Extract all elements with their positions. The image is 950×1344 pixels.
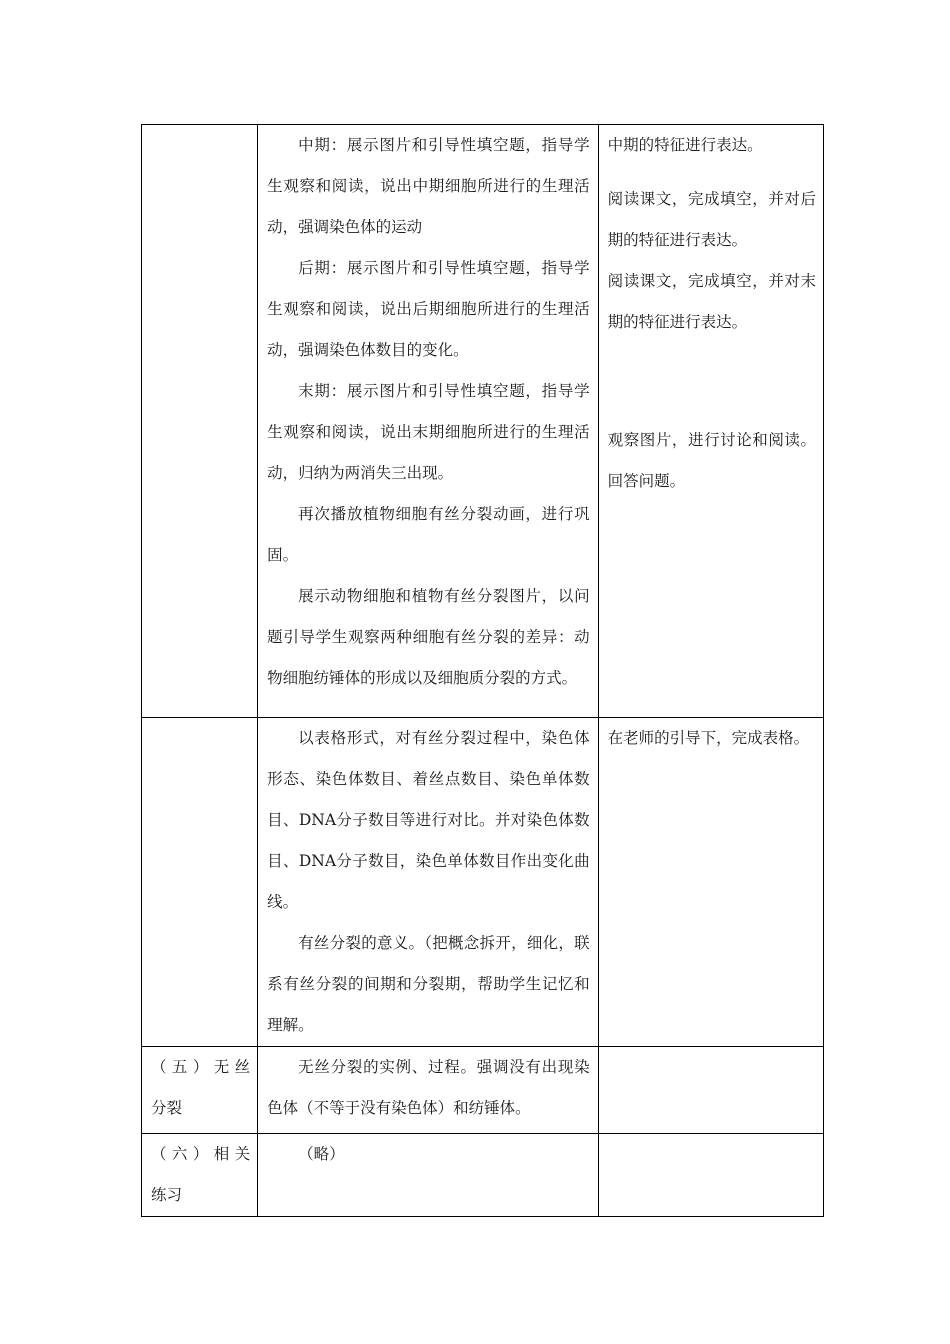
stage-cell bbox=[142, 125, 258, 718]
table-row bbox=[142, 1134, 824, 1217]
table-row bbox=[142, 125, 824, 718]
teacher-activity-cell bbox=[258, 1134, 598, 1217]
student-paragraph: 在老师的引导下，完成表格。 bbox=[607, 729, 810, 747]
table-row bbox=[142, 718, 824, 1047]
student-paragraph: 阅读课文，完成填空，并对后期的特征进行表达。 bbox=[607, 190, 816, 249]
teacher-paragraph: （略） bbox=[298, 1145, 345, 1163]
teacher-activity-cell bbox=[258, 1047, 598, 1134]
teacher-paragraph: 有丝分裂的意义。（把概念拆开，细化，联系有丝分裂的间期和分裂期，帮助学生记忆和理解。 bbox=[267, 934, 590, 1034]
teacher-paragraph: 无丝分裂的实例、过程。强调没有出现染色体（不等于没有染色体）和纺锤体。 bbox=[267, 1058, 590, 1117]
teacher-activity-cell bbox=[258, 718, 598, 1047]
stage-label: （ 六 ） 相 关 bbox=[151, 1145, 251, 1163]
teacher-paragraph: 后期：展示图片和引导性填空题，指导学生观察和阅读，说出后期细胞所进行的生理活动，强调染色体数目的变化。 bbox=[267, 259, 590, 359]
lesson-plan-table bbox=[141, 124, 824, 1217]
stage-cell bbox=[142, 718, 258, 1047]
student-paragraph: 阅读课文，完成填空，并对末期的特征进行表达。 bbox=[607, 272, 816, 331]
student-activity-cell bbox=[598, 718, 823, 1047]
student-activity-cell bbox=[598, 125, 823, 718]
stage-label: （ 五 ） 无 丝 bbox=[151, 1058, 251, 1076]
stage-label-continued: 分裂 bbox=[151, 1099, 183, 1117]
student-activity-cell bbox=[598, 1047, 823, 1134]
student-activity-cell bbox=[598, 1134, 823, 1217]
teacher-paragraph: 以表格形式，对有丝分裂过程中，染色体形态、染色体数目、着丝点数目、染色单体数目、DNA分子数目等进行对比。并对染色体数目、DNA分子数目，染色单体数目作出变化曲线。 bbox=[267, 729, 590, 911]
teacher-activity-cell bbox=[258, 125, 598, 718]
table-row bbox=[142, 1047, 824, 1134]
student-paragraph: 观察图片，进行讨论和阅读。回答问题。 bbox=[607, 431, 816, 490]
teacher-paragraph: 中期：展示图片和引导性填空题，指导学生观察和阅读，说出中期细胞所进行的生理活动，强调染色体的运动 bbox=[267, 136, 590, 236]
teacher-paragraph: 末期：展示图片和引导性填空题，指导学生观察和阅读，说出末期细胞所进行的生理活动，归纳为两消失三出现。 bbox=[267, 382, 590, 482]
student-paragraph: 中期的特征进行表达。 bbox=[607, 136, 763, 154]
teacher-paragraph: 展示动物细胞和植物有丝分裂图片，以问题引导学生观察两种细胞有丝分裂的差异：动物细胞纺锤体的形成以及细胞质分裂的方式。 bbox=[267, 587, 590, 687]
stage-cell bbox=[142, 1134, 258, 1217]
teacher-paragraph: 再次播放植物细胞有丝分裂动画，进行巩固。 bbox=[267, 505, 590, 564]
stage-cell bbox=[142, 1047, 258, 1134]
stage-label-continued: 练习 bbox=[151, 1186, 183, 1204]
